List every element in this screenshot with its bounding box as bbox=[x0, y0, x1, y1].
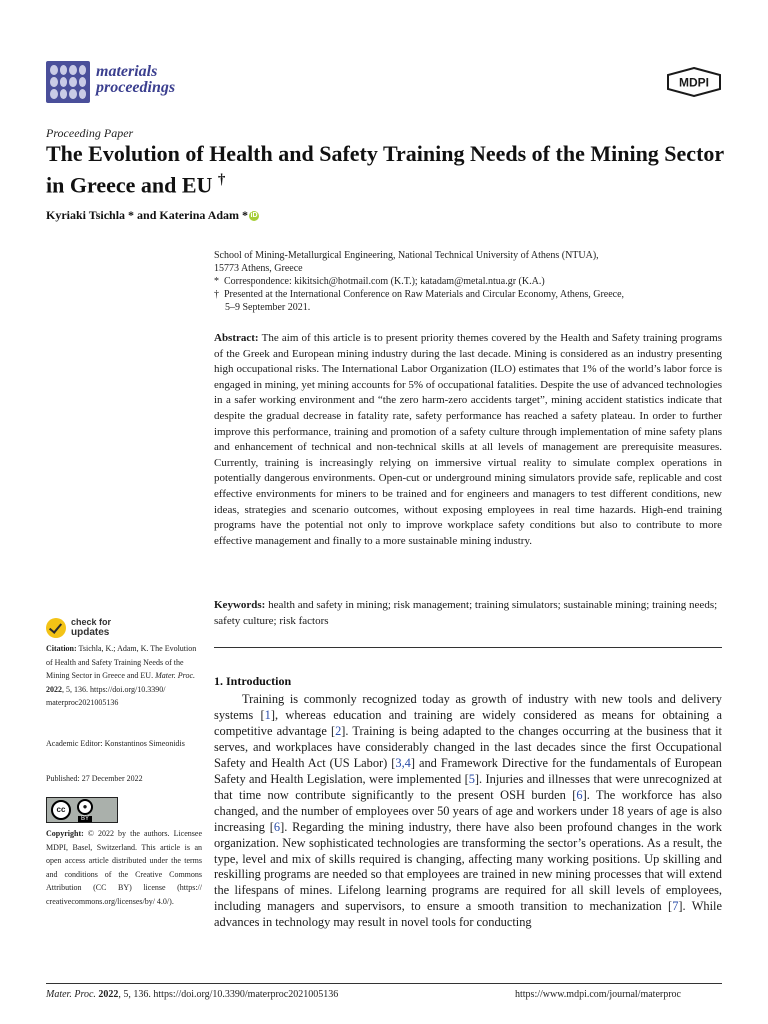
paper-title bbox=[46, 141, 726, 198]
keywords-divider bbox=[214, 647, 722, 648]
person-icon: ● bbox=[77, 799, 93, 815]
affiliation-line2: 15773 Athens, Greece bbox=[214, 263, 303, 274]
correspondence-mark: * bbox=[214, 276, 219, 287]
journal-logo-icon bbox=[46, 61, 90, 103]
footer-citation bbox=[46, 989, 338, 1000]
orcid-icon[interactable]: iD bbox=[250, 211, 258, 219]
citation bbox=[46, 642, 202, 710]
intro-seg4: ] and Framework Directive for the fundamentals of European Safety and Health Legislation, were implemented [ bbox=[214, 755, 722, 786]
intro-seg6: ]. The workforce has also changed, and the number of employees over 50 years of age and workers under 18 years of age is also increasing [ bbox=[214, 787, 722, 834]
citation-link[interactable]: 6 bbox=[273, 819, 281, 834]
check-updates-icon bbox=[46, 618, 66, 638]
section-heading-introduction: 1. Introduction bbox=[214, 674, 292, 688]
authors bbox=[46, 208, 259, 223]
introduction-paragraph bbox=[214, 692, 722, 931]
presentation-text-1: Presented at the International Conference on Raw Materials and Circular Economy, Athens, Greece, bbox=[224, 289, 625, 300]
footer-year: 2022 bbox=[98, 989, 119, 1000]
citation-year: 2022 bbox=[46, 684, 62, 694]
intro-seg7: ]. Regarding the mining industry, there have also been profound changes in the work organization. New sophisticated technologies are transforming the sector’s operations. As a result, the type, level and mix of skills required is changing, affecting many working positions. Up skilling and reskilling programs are needed so that employees are trained in new mining processes that will extend the lifespans of mines. Lifelong learning programs are required for all skill levels of employees, including managers and supervisors, to ensure a smooth transition to mechanization [ bbox=[214, 819, 722, 914]
keywords-text: health and safety in mining; risk management; training simulators; sustainable mining; training needs; safety culture; risk factors bbox=[214, 599, 718, 627]
title-footnote-mark: † bbox=[217, 172, 226, 188]
check-updates-line2: updates bbox=[71, 627, 110, 638]
abstract bbox=[214, 331, 722, 549]
journal-name-line1: materials bbox=[96, 63, 158, 80]
paper-type: Proceeding Paper bbox=[46, 126, 134, 140]
academic-editor: Academic Editor: Konstantinos Simeonidis bbox=[46, 739, 185, 748]
correspondence-text: Correspondence: kikitsich@hotmail.com (K.T.); katadam@metal.ntua.gr (K.A.) bbox=[224, 276, 545, 287]
footer-divider bbox=[46, 983, 722, 984]
intro-seg5: ]. Injuries and illnesses that were unrecognized at that time now contribute significantly to the present OSH burden [ bbox=[214, 771, 722, 802]
journal-name bbox=[96, 64, 175, 96]
citation-link[interactable]: 1 bbox=[264, 707, 271, 722]
journal-name-line2: proceedings bbox=[96, 79, 176, 96]
intro-seg8: ]. While advances in technology may result in novel tools for conducting bbox=[214, 899, 723, 930]
citation-link[interactable]: 5 bbox=[468, 771, 475, 786]
citation-rest[interactable]: , 5, 136. https://doi.org/10.3390/ materproc2021005136 bbox=[46, 684, 166, 707]
citation-journal: Mater. Proc. bbox=[155, 671, 195, 680]
copyright-label: Copyright: bbox=[46, 829, 84, 838]
citation-link[interactable]: 2 bbox=[335, 723, 342, 738]
intro-seg3: ]. Training is being adapted to the changes occurring at the business that it serves, and workplaces have considerably changed in the last decades since the first Occupational Safety and Health Act (US Labor) [ bbox=[214, 723, 722, 770]
copyright bbox=[46, 827, 202, 908]
citation-label: Citation: bbox=[46, 644, 77, 653]
cc-by-license-badge[interactable] bbox=[46, 797, 118, 823]
cc-by-label: BY bbox=[78, 816, 92, 822]
footer-doi[interactable]: , 5, 136. https://doi.org/10.3390/materproc2021005136 bbox=[118, 989, 339, 1000]
abstract-text: The aim of this article is to present priority themes covered by the Health and Safety training programs of the Greek and European mining industry during the last decade. Mining is considered as an industry presenting high occupational risks. The International Labor Organization (ILO) estimates that 1% of the world’s labor force is engaged in mining, yet mining accounts for 5% of occupational fatalities. Despite the use of advanced technologies in a safer working environment and “the zero harm-zero accidents target”, mining accident statistics indicate that despite the gradual decrease in fatality rate, safety performance has reached a safety plateau. In order to further improve this performance, training and promotion of a safety culture through implementation of mine safety plans and enhancement of technical and non-technical skills at all levels of management are prerequisite measures. Currently, training is increasingly relying on immersive virtual reality to simulate complex operations in potentially dangerous environments. Open-cut or underground mining simulators provide safe, replicable and cost effective environments for miners to be trained and for engineers and managers to test different conditions, new ideas, strategies and scenario outcomes, without exposing employees in real time hazards. High-end training programs have the potential not only to improve workplace safety conditions but also to contribute to more effective management and finally to a more sustainable mining industry. bbox=[214, 332, 722, 547]
intro-seg2: ], whereas education and training are widely considered as means for obtaining a competitive advantage [ bbox=[214, 707, 723, 738]
introduction-body bbox=[214, 692, 722, 931]
affiliations bbox=[214, 249, 734, 314]
footer-journal-url[interactable]: https://www.mdpi.com/journal/materproc bbox=[515, 989, 681, 1000]
presentation-note bbox=[214, 288, 734, 314]
published-date: Published: 27 December 2022 bbox=[46, 774, 143, 783]
by-block bbox=[77, 799, 93, 822]
paper-title-text: The Evolution of Health and Safety Training Needs of the Mining Sector in Greece and EU bbox=[46, 141, 724, 198]
presentation-text-2: 5–9 September 2021. bbox=[225, 302, 311, 313]
footer-journal: Mater. Proc. bbox=[46, 989, 96, 1000]
correspondence bbox=[214, 275, 734, 288]
intro-seg1: Training is commonly recognized today as growth of industry with new tools and delivery systems [ bbox=[214, 692, 722, 722]
check-updates-line1: check for bbox=[71, 617, 112, 627]
affiliation-line1: School of Mining-Metallurgical Engineering, National Technical University of Athens (NTUA), bbox=[214, 250, 599, 261]
mdpi-logo-icon bbox=[666, 67, 722, 97]
abstract-label: Abstract: bbox=[214, 332, 259, 344]
check-for-updates-button[interactable] bbox=[46, 617, 126, 639]
citation-link[interactable]: 6 bbox=[576, 787, 583, 802]
copyright-text: © 2022 by the authors. Licensee MDPI, Basel, Switzerland. This article is an open access article distributed under the terms and conditions of the Creative Commons Attribution (CC BY) license (https:// creativecommons.org/licenses/by/ 4.0/). bbox=[46, 829, 202, 906]
keywords-label: Keywords: bbox=[214, 599, 266, 611]
cc-icon: cc bbox=[51, 800, 71, 820]
mdpi-logo bbox=[666, 67, 722, 97]
authors-text: Kyriaki Tsichla * and Katerina Adam * bbox=[46, 208, 249, 222]
citation-link[interactable]: 7 bbox=[672, 899, 679, 914]
citation-text: Tsichla, K.; Adam, K. The Evolution of Health and Safety Training Needs of the Mining Sector in Greece and EU. bbox=[46, 644, 197, 680]
citation-link[interactable]: 3,4 bbox=[395, 755, 411, 770]
check-updates-label bbox=[71, 618, 111, 638]
keywords bbox=[214, 598, 722, 629]
mdpi-logo-text: MDPI bbox=[679, 75, 709, 90]
presentation-mark: † bbox=[214, 289, 219, 300]
